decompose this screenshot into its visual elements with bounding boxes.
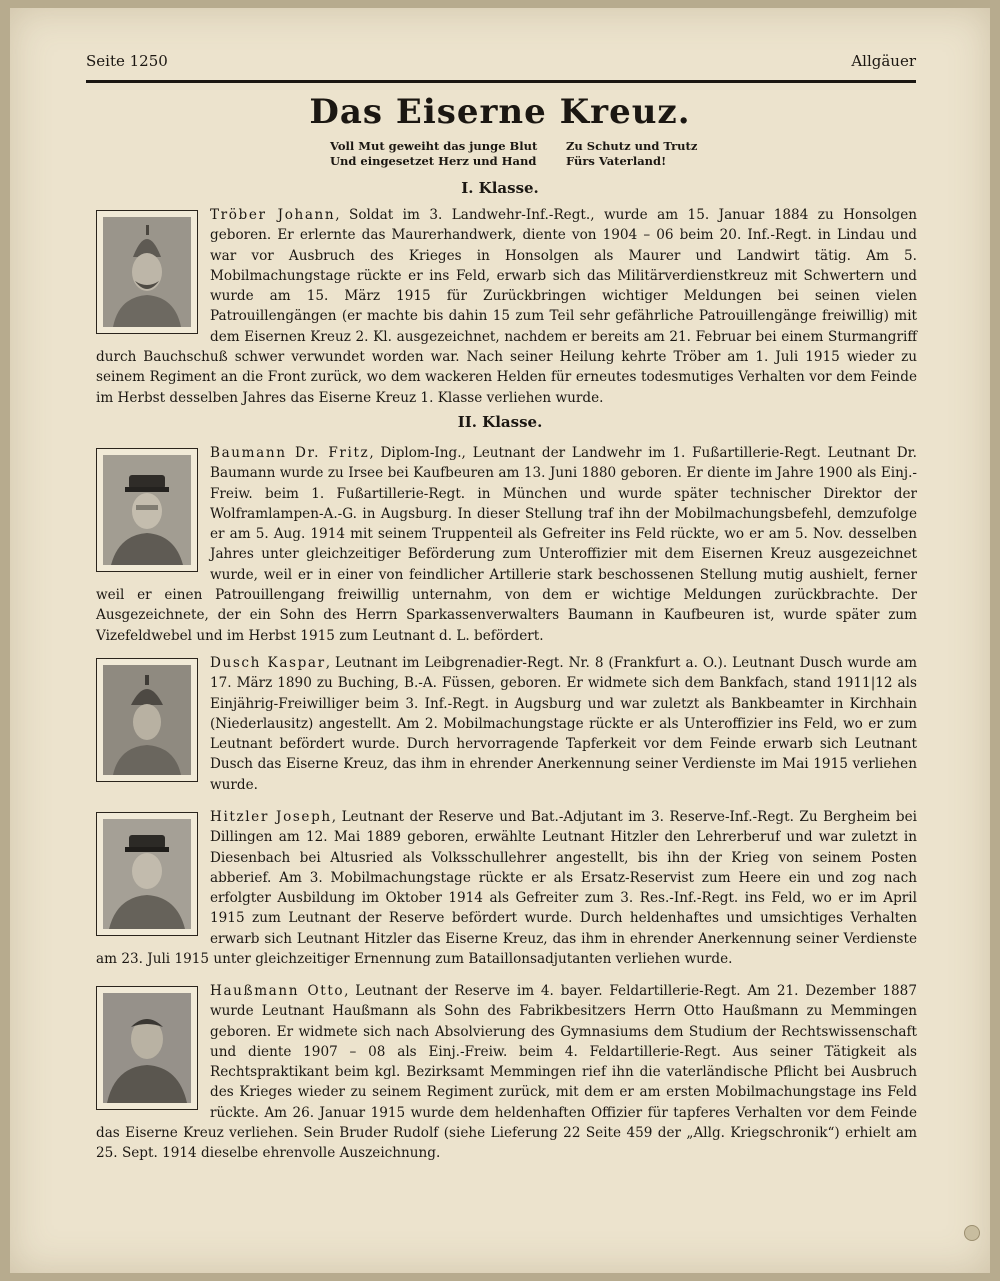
portrait-image [103, 217, 191, 327]
motto-line: Und eingesetzet Herz und Hand [330, 154, 537, 168]
publication-name: Allgäuer [851, 52, 916, 70]
portrait-image [103, 665, 191, 775]
biography-text: , Leutnant der Reserve im 4. bayer. Feldartillerie-Regt. Am 21. Dezember 1887 wurde Leutnant Haußmann als Sohn des Fabrikbesitzers Herrn Otto Haußmann zu Memmingen geboren. Er widmete sich nach Absolvierung des Gymnasiums dem Studium der Rechtswissenschaft und diente 1907 – 08 als Einj.-Freiw. beim 4. Feldartillerie-Regt. Aus seiner Tätigkeit als Rechtspraktikant beim kgl. Bezirksamt Memmingen rief ihn die vaterländische Pflicht bei Ausbruch des Krieges wieder zu seinem Regiment zurück, mit dem er am ersten Mobilmachungstage ins Feld rückte. Am 26. Januar 1915 wurde dem heldenhaften Offizier für tapferes Verhalten vor dem Feinde das Eiserne Kreuz verliehen. Sein Bruder Rudolf (siehe Lieferung 22 Seite 459 der „Allg. Kriegschronik“) erhielt am 25. Sept. 1914 dieselbe ehrenvolle Auszeichnung. [96, 983, 917, 1162]
section-heading-first-class: I. Klasse. [461, 179, 539, 197]
binding-hole [964, 1225, 980, 1241]
biography-text: , Leutnant im Leibgrenadier-Regt. Nr. 8 (Frankfurt a. O.). Leutnant Dusch wurde am 17. März 1890 zu Buching, B.-A. Füssen, geboren. Er widmete sich dem Bankfach, stand 1911|12 als Einjährig-Freiwilliger beim 3. Inf.-Regt. in Augsburg und war zuletzt als Bankbeamter in Kirchhain (Niederlausitz) angestellt. Am 2. Mobilmachungstage rückte er als Unteroffizier ins Feld, wo er zum Leutnant befördert wurde. Durch hervorragende Tapferkeit vor dem Feinde erwarb sich Leutnant Dusch das Eiserne Kreuz, das ihm in ehrender Anerkennung seiner Verdienste im Mai 1915 verliehen wurde. [210, 655, 917, 793]
biography-entry [96, 981, 917, 1164]
motto-line: Zu Schutz und Trutz [566, 139, 698, 153]
biography-entry [96, 807, 917, 969]
portrait-image [103, 455, 191, 565]
page-title: Das Eiserne Kreuz. [309, 92, 691, 132]
page-number: Seite 1250 [86, 52, 168, 70]
page-header [86, 52, 916, 70]
biography-entry [96, 653, 917, 795]
section-heading-second-class: II. Klasse. [457, 413, 543, 431]
motto-line: Voll Mut geweiht das junge Blut [330, 139, 538, 153]
portrait-photo [96, 210, 198, 334]
person-name: Tröber Johann [210, 207, 336, 223]
person-name: Haußmann Otto [210, 983, 345, 999]
biography-text: , Soldat im 3. Landwehr-Inf.-Regt., wurde am 15. Januar 1884 zu Honsolgen geboren. Er erlernte das Maurerhandwerk, diente von 1904 – 06 beim 20. Inf.-Regt. in Lindau und war vor Ausbruch des Krieges in Honsolgen als Maurer und Landwirt tätig. Am 5. Mobilmachungstage rückte er ins Feld, erwarb sich das Militärverdienstkreuz mit Schwertern und wurde am 15. März 1915 für Zurückbringen wichtiger Meldungen bei seinen vielen Patrouillengängen (er machte bis dahin 15 zum Teil sehr gefährliche Patrouillengänge freiwillig) mit dem Eisernen Kreuz 2. Kl. ausgezeichnet, nachdem er bereits am 21. Februar bei einem Sturmangriff durch Bauchschuß schwer verwundet worden war. Nach seiner Heilung kehrte Tröber am 1. Juli 1915 wieder zu seinem Regiment an die Front zurück, wo dem wackeren Helden für erneutes todesmutiges Verhalten vor dem Feinde im Herbst desselben Jahres das Eiserne Kreuz 1. Klasse verliehen wurde. [96, 207, 917, 406]
portrait-photo [96, 986, 198, 1110]
motto-left [330, 139, 537, 169]
biography-entry [96, 205, 917, 408]
portrait-photo [96, 658, 198, 782]
person-name: Hitzler Joseph [210, 809, 332, 825]
portrait-image [103, 819, 191, 929]
portrait-photo [96, 448, 198, 572]
portrait-image [103, 993, 191, 1103]
motto-line: Fürs Vaterland! [566, 154, 667, 168]
biography-text: , Diplom-Ing., Leutnant der Landwehr im 1. Fußartillerie-Regt. Leutnant Dr. Baumann wurde zu Irsee bei Kaufbeuren am 13. Juni 1880 geboren. Er diente im Jahre 1900 als Einj.-Freiw. beim 1. Fußartillerie-Regt. in München und wurde später technischer Direktor der Wolframlampen-A.-G. in Augsburg. In dieser Stellung traf ihn der Mobilmachungsbefehl, demzufolge er am 5. Aug. 1914 mit seinem Truppenteil als Gefreiter ins Feld rückte, wo er am 5. Nov. desselben Jahres unter gleichzeitiger Beförderung zum Unteroffizier mit dem Eisernen Kreuz ausgezeichnet wurde, weil er in einer von feindlicher Artillerie stark beschossenen Stellung mutig aushielt, ferner weil er einen Patrouillengang freiwillig unternahm, von dem er wichtige Meldungen zurückbrachte. Der Ausgezeichnete, der ein Sohn des Herrn Sparkassenverwalters Baumann in Kaufbeuren ist, wurde später zum Vizefeldwebel und im Herbst 1915 zum Leutnant d. L. befördert. [96, 445, 917, 644]
person-name: Baumann Dr. Fritz [210, 445, 370, 461]
header-rule [86, 80, 916, 83]
person-name: Dusch Kaspar [210, 655, 326, 671]
portrait-photo [96, 812, 198, 936]
biography-text: , Leutnant der Reserve und Bat.-Adjutant im 3. Reserve-Inf.-Regt. Zu Bergheim bei Dillingen am 12. Mai 1889 geboren, erwählte Leutnant Hitzler den Lehrerberuf und war zuletzt in Diesenbach bei Altusried als Volksschullehrer angestellt, bis ihn der Krieg von seinem Posten abberief. Am 3. Mobilmachungstage rückte er als Ersatz-Reservist zum Heere ein und zog nach erfolgter Ausbildung im Oktober 1914 als Gefreiter zum 3. Res.-Inf.-Regt. ins Feld, wo er im April 1915 zum Leutnant der Reserve befördert wurde. Durch heldenhaftes und umsichtiges Verhalten erwarb sich Leutnant Hitzler das Eiserne Kreuz, das ihm in ehrender Anerkennung seiner Verdienste am 23. Juli 1915 unter gleichzeitiger Ernennung zum Bataillonsadjutanten verliehen wurde. [96, 809, 917, 968]
biography-entry [96, 443, 917, 646]
motto-right [566, 139, 697, 169]
